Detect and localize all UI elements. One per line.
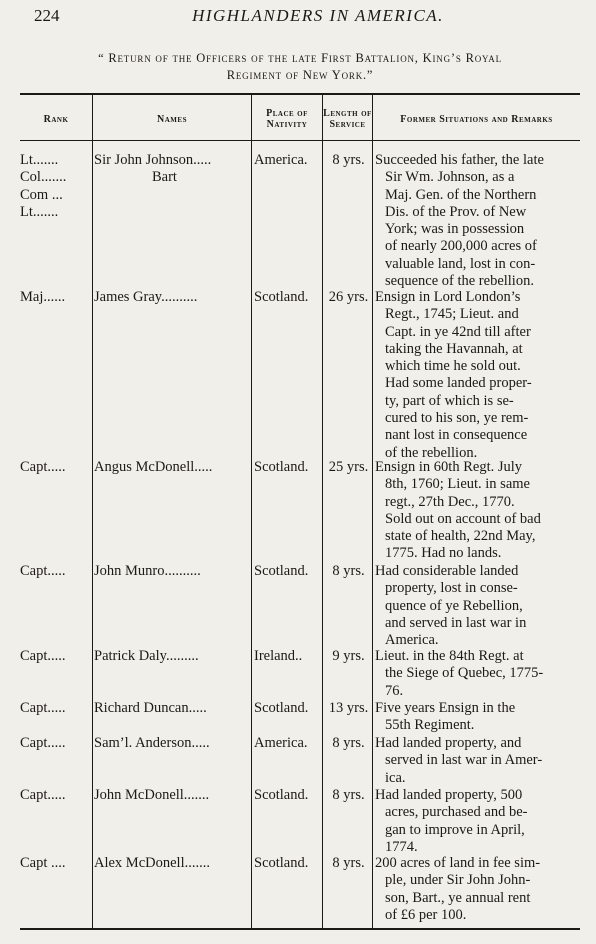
table-row-6-remarks — [375, 700, 577, 735]
remarks-line: ica. — [385, 769, 406, 786]
table-row-3-rank: Capt..... — [20, 459, 66, 475]
remarks-line: ty, part of which is se- — [385, 392, 514, 409]
table-row-7-rank: Capt..... — [20, 735, 66, 751]
remarks-line: Had considerable landed — [375, 563, 519, 579]
column-header-place: Place of Nativity — [266, 108, 308, 130]
remarks-line: Sir Wm. Johnson, as a — [385, 169, 515, 186]
remarks-line: ple, under Sir John John- — [385, 872, 531, 889]
table-row-9-remarks — [375, 855, 577, 924]
table-row-8-length: 8 yrs. — [332, 787, 365, 803]
remarks-line: Ensign in Lord London’s — [375, 289, 521, 305]
remarks-line: and served in last war in — [385, 614, 527, 631]
remarks-line: 1775. Had no lands. — [385, 545, 502, 562]
table-bottom-rule — [20, 928, 580, 930]
remarks-line: of £6 per 100. — [385, 906, 467, 923]
table-row-1-name — [94, 152, 250, 187]
officer-name: Sir John Johnson..... — [94, 152, 212, 168]
table-row-8-remarks — [375, 787, 577, 856]
table-row-7-remarks — [375, 735, 577, 787]
table-top-rule — [20, 93, 580, 95]
remarks-line: Had landed property, and — [375, 735, 522, 751]
remarks-line: Succeeded his father, the late — [375, 152, 544, 168]
return-title-line-1: “ Return of the Officers of the late First Battalion, King’s Royal — [98, 51, 502, 65]
table-row-7-place: America. — [254, 735, 308, 751]
remarks-line: 76. — [385, 682, 404, 699]
column-header-names: Names — [157, 113, 187, 125]
table-row-4-rank: Capt..... — [20, 563, 66, 579]
remarks-line: Dis. of the Prov. of New — [385, 203, 527, 220]
rank-line: Lt....... — [20, 203, 59, 220]
remarks-line: gan to improve in April, — [385, 821, 525, 838]
table-row-6-length: 13 yrs. — [328, 700, 369, 716]
remarks-line: Regt., 1745; Lieut. and — [385, 306, 519, 323]
remarks-line: York; was in possession — [385, 221, 525, 238]
page-number: 224 — [34, 6, 60, 25]
remarks-line: state of health, 22nd May, — [385, 528, 536, 545]
table-row-1-rank — [20, 152, 92, 221]
remarks-line: Maj. Gen. of the Northern — [385, 186, 537, 203]
remarks-line: Ensign in 60th Regt. July — [375, 459, 523, 475]
remarks-line: Had some landed proper- — [385, 375, 532, 392]
column-header-remarks: Former Situations and Remarks — [400, 113, 553, 125]
rank-line: Lt....... — [20, 152, 59, 168]
remarks-line: cured to his son, ye rem- — [385, 410, 529, 427]
table-row-5-name: Patrick Daly......... — [94, 648, 199, 664]
table-row-6-name: Richard Duncan..... — [94, 700, 207, 716]
remarks-line: America. — [385, 632, 439, 649]
table-row-5-place: Ireland.. — [254, 648, 303, 664]
table-row-3-remarks — [375, 459, 577, 563]
table-row-9-length: 8 yrs. — [332, 855, 365, 871]
remarks-line: of nearly 200,000 acres of — [385, 238, 537, 255]
remarks-line: 200 acres of land in fee sim- — [375, 855, 541, 871]
remarks-line: nant lost in consequence — [385, 427, 528, 444]
officer-name-suffix: Bart — [152, 169, 177, 186]
table-row-1-remarks — [375, 152, 577, 290]
table-row-9-rank: Capt .... — [20, 855, 66, 871]
remarks-line: 1774. — [385, 838, 418, 855]
remarks-line: the Siege of Quebec, 1775- — [385, 665, 544, 682]
column-divider — [92, 93, 93, 928]
table-row-6-place: Scotland. — [254, 700, 309, 716]
table-row-8-name: John McDonell....... — [94, 787, 210, 803]
table-row-2-place: Scotland. — [254, 289, 309, 305]
table-row-6-rank: Capt..... — [20, 700, 66, 716]
table-row-5-rank: Capt..... — [20, 648, 66, 664]
table-row-1-length: 8 yrs. — [332, 152, 365, 168]
table-row-3-length: 25 yrs. — [328, 459, 369, 475]
remarks-line: Lieut. in the 84th Regt. at — [375, 648, 524, 664]
table-row-2-length: 26 yrs. — [328, 289, 369, 305]
table-row-4-name: John Munro.......... — [94, 563, 201, 579]
table-row-4-place: Scotland. — [254, 563, 309, 579]
table-row-9-place: Scotland. — [254, 855, 309, 871]
running-head: HIGHLANDERS IN AMERICA. — [192, 6, 444, 25]
table-row-2-rank: Maj...... — [20, 289, 66, 305]
rank-line: Col....... — [20, 169, 67, 186]
remarks-line: quence of ye Rebellion, — [385, 597, 523, 614]
remarks-line: acres, purchased and be- — [385, 804, 528, 821]
table-header-rule — [20, 140, 580, 141]
table-row-9-name: Alex McDonell....... — [94, 855, 210, 871]
column-divider — [251, 93, 252, 928]
table-row-7-length: 8 yrs. — [332, 735, 365, 751]
remarks-line: taking the Havannah, at — [385, 340, 523, 357]
remarks-line: son, Bart., ye annual rent — [385, 889, 531, 906]
column-divider — [372, 93, 373, 928]
remarks-line: 55th Regiment. — [385, 717, 475, 734]
table-row-7-name: Sam’l. Anderson..... — [94, 735, 210, 751]
remarks-line: property, lost in conse- — [385, 580, 518, 597]
table-row-8-place: Scotland. — [254, 787, 309, 803]
table-row-3-name: Angus McDonell..... — [94, 459, 213, 475]
remarks-line: Capt. in ye 42nd till after — [385, 323, 531, 340]
column-header-rank: Rank — [43, 113, 69, 125]
remarks-line: valuable land, lost in con- — [385, 255, 536, 272]
remarks-line: of the rebellion. — [385, 444, 478, 461]
remarks-line: 8th, 1760; Lieut. in same — [385, 476, 530, 493]
table-row-5-remarks — [375, 648, 577, 700]
table-row-2-name: James Gray.......... — [94, 289, 198, 305]
table-row-3-place: Scotland. — [254, 459, 309, 475]
remarks-line: served in last war in Amer- — [385, 752, 543, 769]
column-divider — [322, 93, 323, 928]
table-row-4-length: 8 yrs. — [332, 563, 365, 579]
return-title — [20, 50, 580, 84]
remarks-line: Sold out on account of bad — [385, 510, 541, 527]
table-row-1-place: America. — [254, 152, 308, 168]
column-header-length: Length of Service — [323, 108, 372, 130]
table-row-8-rank: Capt..... — [20, 787, 66, 803]
return-title-line-2: Regiment of New York.” — [226, 68, 374, 82]
remarks-line: which time he sold out. — [385, 358, 521, 375]
table-row-5-length: 9 yrs. — [332, 648, 365, 664]
table-row-2-remarks — [375, 289, 577, 462]
remarks-line: Had landed property, 500 — [375, 787, 523, 803]
remarks-line: sequence of the rebellion. — [385, 273, 534, 290]
remarks-line: Five years Ensign in the — [375, 700, 516, 716]
rank-line: Com ... — [20, 186, 63, 203]
remarks-line: regt., 27th Dec., 1770. — [385, 493, 515, 510]
table-row-4-remarks — [375, 563, 577, 649]
